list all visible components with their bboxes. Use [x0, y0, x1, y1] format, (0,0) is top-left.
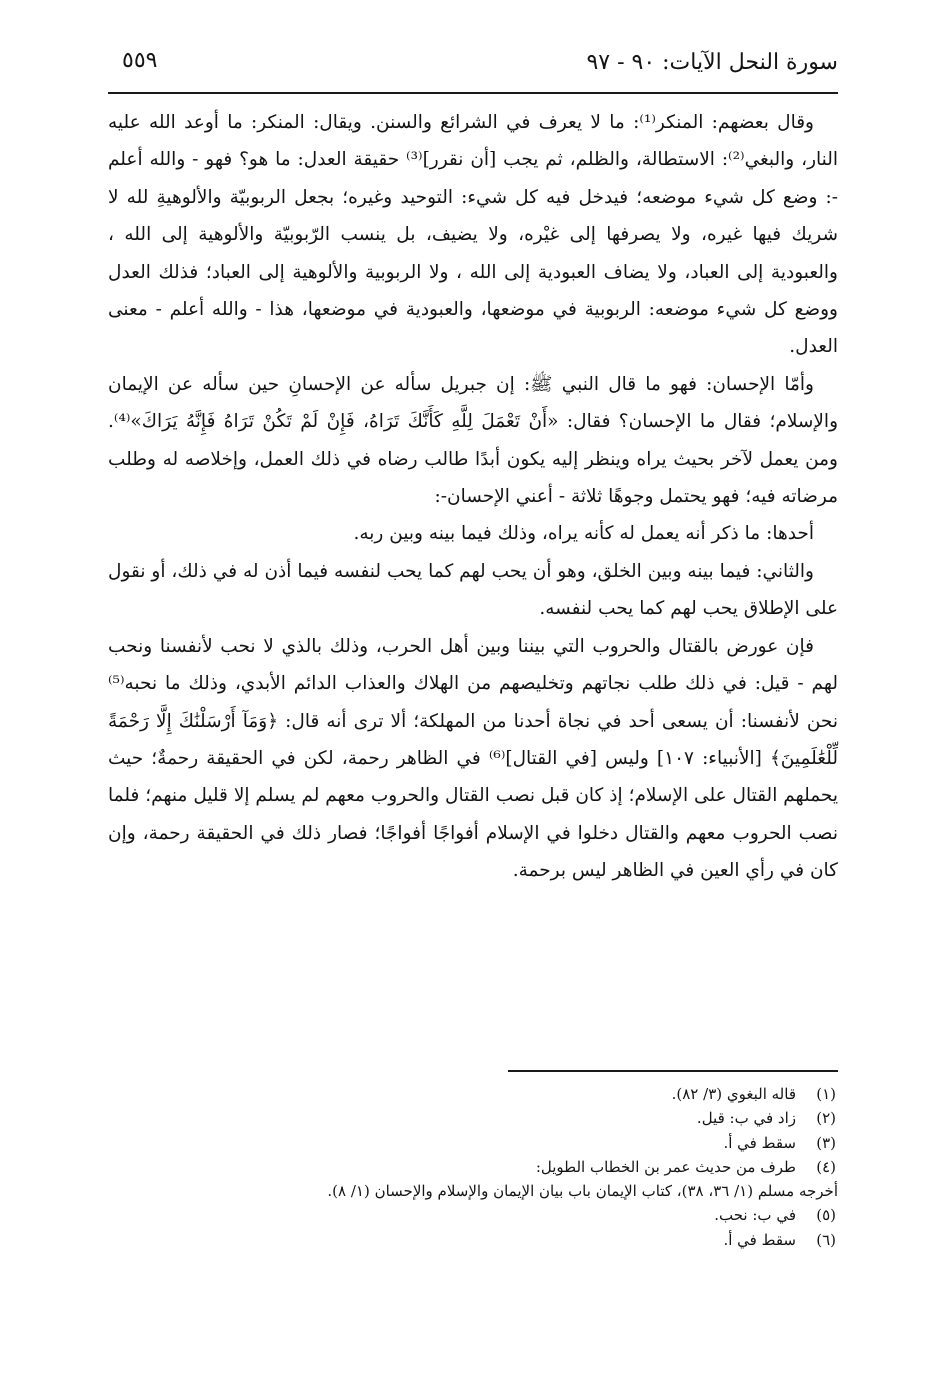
footnote-text: سقط في أ.: [723, 1230, 796, 1249]
page-header: [108, 44, 838, 94]
paragraph: وأمّا الإحسان: فهو ما قال النبي ﷺ: إن جبريل سأله عن الإحسانِ حين سأله عن الإيمان والإسلام؛ فقال ما الإحسان؟ فقال: «أَنْ تَعْمَلَ لِلَّهِ كَأَنَّكَ تَرَاهُ، فَإِنْ لَمْ تَكُنْ تَرَاهُ فَإِنَّهُ يَرَاكَ»⁽⁴⁾. ومن يعمل لآخر بحيث يراه وينظر إليه يكون أبدًا طالب رضاه في ذلك العمل، وإخلاصه له وطلب مرضاته فيه؛ فهو يحتمل وجوهًا ثلاثة - أعني الإحسان-:: [108, 373, 838, 508]
footnote: [108, 1082, 838, 1106]
paragraph: فإن عورض بالقتال والحروب التي بيننا وبين أهل الحرب، وذلك بالذي لا نحب لأنفسنا ونحب لهم - قيل: في ذلك طلب نجاتهم وتخليصهم من الهلاك والعذاب الدائم الأبدي، وذلك ما نحبه⁽⁵⁾ نحن لأنفسنا: أن يسعى أحد في نجاة أحدنا من المهلكة؛ ألا ترى أنه قال: ﴿وَمَآ أَرْسَلْنَٰكَ إِلَّا رَحْمَةً لِّلْعَٰلَمِينَ﴾ [الأنبياء: ١٠٧] وليس [في القتال]⁽⁶⁾ في الظاهر رحمة، لكن في الحقيقة رحمةٌ؛ حيث يحملهم القتال على الإسلام؛ إذ كان قبل نصب القتال والحروب معهم لم يسلم إلا قليل منهم؛ فلما نصب الحروب معهم والقتال دخلوا في الإسلام أفواجًا أفواجًا؛ فصار ذلك في الحقيقة رحمة، وإن كان في رأي العين في الظاهر ليس برحمة.: [108, 635, 838, 882]
footnote-text: سقط في أ.: [723, 1133, 796, 1152]
running-title: سورة النحل الآيات: ٩٠ - ٩٧: [586, 50, 838, 75]
footnote-text: زاد في ب: قيل.: [696, 1109, 796, 1128]
footnote: [108, 1203, 838, 1227]
footnote-text: في ب: نحب.: [714, 1206, 796, 1225]
paragraph: وقال بعضهم: المنكر⁽¹⁾: ما لا يعرف في الشرائع والسنن. ويقال: المنكر: ما أوعد الله عليه النار، والبغي⁽²⁾: الاستطالة، والظلم، ثم يجب [أن نقرر]⁽³⁾ حقيقة العدل: ما هو؟ فهو - والله أعلم -: وضع كل شيء موضعه؛ فيدخل فيه كل شيء: التوحيد وغيره؛ بجعل الربوبيّة والألوهيةِ لله لا شريك فيها غيره، ولا يصرفها إلى غيْره، ولا يضيف، بل ينسب الرّبوبيّة والألوهية إلى الله ، والعبودية إلى العباد، ولا يضاف العبودية إلى الله ، ولا الربوبية والألوهية إلى العباد؛ فذلك العدل ووضع كل شيء موضعه: الربوبية في موضعها، والعبودية في موضعها، هذا - والله أعلم - معنى العدل.: [108, 112, 838, 358]
paragraph: والثاني: فيما بينه وبين الخلق، وهو أن يحب لهم كما يحب لنفسه فيما أذن له في ذلك، أو نقول على الإطلاق يحب لهم كما يحب لنفسه.: [108, 560, 838, 620]
footnote-text: أخرجه مسلم (١/ ٣٦، ٣٨)، كتاب الإيمان باب بيان الإيمان والإسلام والإحسان (١/ ٨).: [327, 1182, 838, 1201]
footnote-number: (٥): [816, 1206, 836, 1225]
footnote-number: (٣): [816, 1133, 836, 1152]
footnote-number: (٦): [816, 1230, 836, 1249]
footnote-divider: [508, 1070, 838, 1072]
footnotes: [108, 1082, 838, 1252]
paragraph: أحدها: ما ذكر أنه يعمل له كأنه يراه، وذلك فيما بينه وبين ربه.: [353, 523, 814, 545]
footnote: [108, 1106, 838, 1130]
footnote: [108, 1131, 838, 1155]
footnote-number: (١): [816, 1085, 836, 1103]
footnote-number: (٢): [816, 1109, 836, 1128]
footnote-number: (٤): [816, 1157, 836, 1176]
footnote-text: قاله البغوي (٣/ ٨٢).: [671, 1085, 796, 1103]
footnote: [108, 1155, 838, 1179]
footnote-text: طرف من حديث عمر بن الخطاب الطويل:: [535, 1157, 796, 1176]
footnote: [108, 1228, 838, 1252]
body-text: [108, 104, 838, 890]
footnote-continuation: [108, 1179, 838, 1203]
page-number: ٥٥٩: [122, 48, 158, 73]
